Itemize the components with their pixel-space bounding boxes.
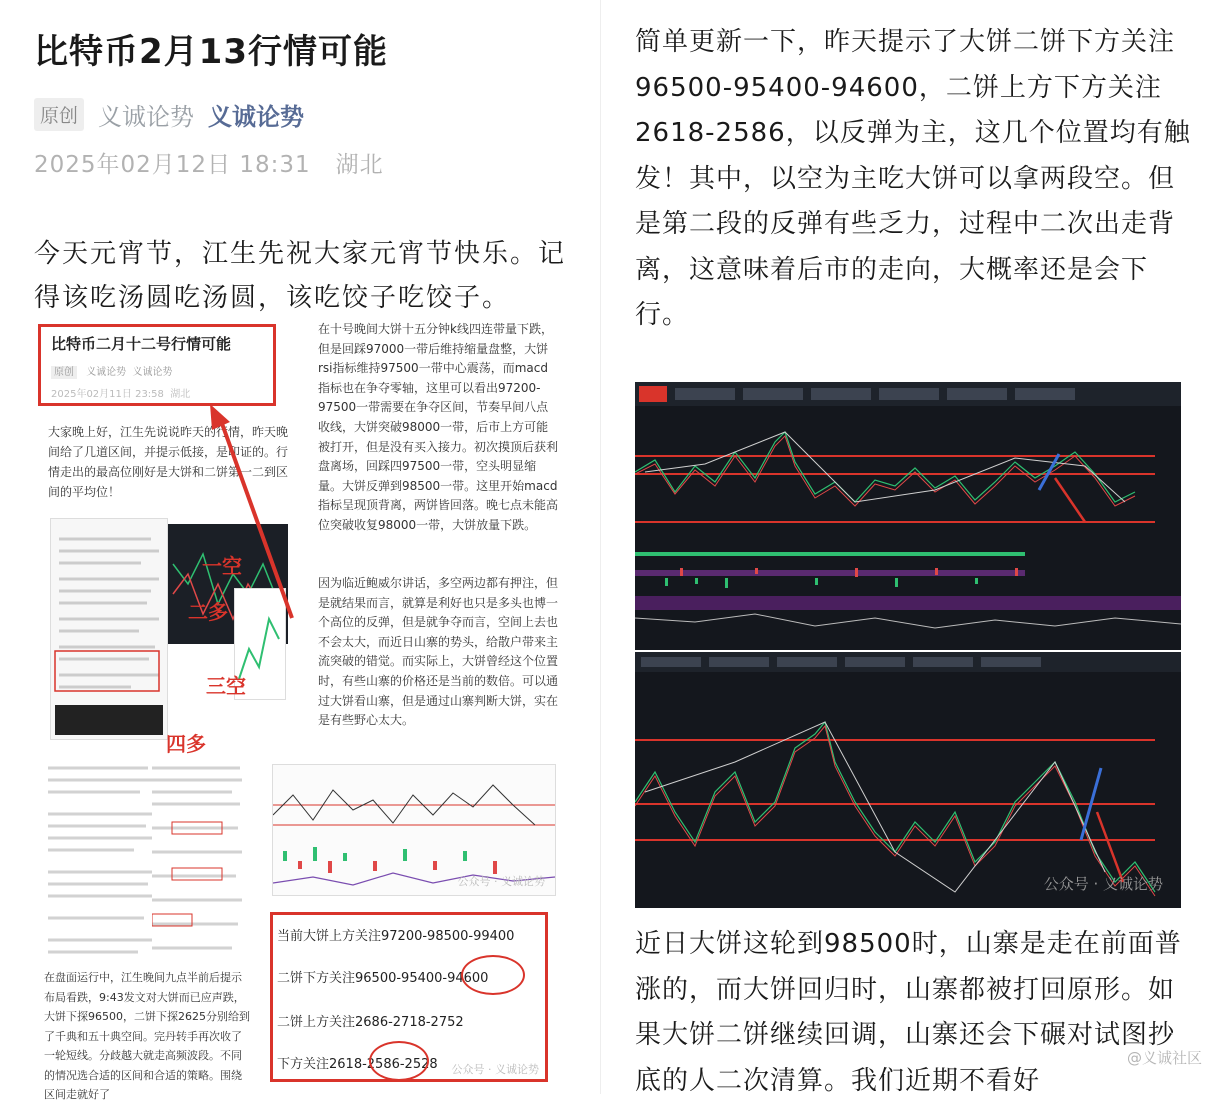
- article-title: 比特币2月13行情可能: [34, 32, 388, 72]
- chart-watermark: 公众号 · 义诚论势: [1043, 875, 1163, 893]
- collage-chart: [272, 764, 556, 896]
- prev-date-text: 2025年02月11日 23:58: [51, 389, 164, 400]
- levels-watermark: 公众号 · 义诚论势: [451, 1063, 539, 1076]
- btc-chart-upper[interactable]: [635, 382, 1181, 650]
- altcoin-paragraph: 近日大饼这轮到98500时，山寨是走在前面普涨的，而大饼回归时，山寨都被打回原形。如果大饼二饼继续回调，山寨还会下碾对试图抄底的人二次清算。我们近期不看好: [635, 929, 1182, 1096]
- btc-chart-lower-svg: [635, 652, 1181, 908]
- btc-chart-lower[interactable]: [635, 652, 1181, 908]
- snippet-b-lines: [152, 758, 244, 968]
- note-two-long: 二多: [188, 600, 228, 624]
- levels-box: [270, 912, 548, 1082]
- level-line-1: 当前大饼上方关注97200-98500-99400: [277, 929, 515, 944]
- note-three-short: 三空: [206, 674, 246, 698]
- article-meta: [34, 97, 304, 132]
- collage-text-left: 大家晚上好，江生先说说昨天的行情，昨天晚间给了几道区间，并提示低接，是印证的。行情走出的最高位刚好是大饼和二饼第一二到区间的平均位！: [48, 425, 289, 499]
- original-badge: 原创: [34, 98, 84, 131]
- collage-text-right-2: 因为临近鲍威尔讲话，多空两边都有押注，但是就结果而言，就算是利好也只是多头也博一个高位的反弹，但是就争夺而言，空间上去也不会太大，而近日山寨的势头，给散户带来主流突破的错觉。而实际上，大饼曾经这个位置时，有些山寨的价格还是当前的数倍。可以通过大饼看山寨，但是通过山寨判断大饼，实在是有些野心太大。: [318, 576, 559, 728]
- level-line-4: 下方关注2618-2586-2528: [277, 1057, 438, 1072]
- note-four-long: 四多: [166, 732, 206, 756]
- date-text: 2025年02月12日 18:31: [34, 152, 311, 178]
- red-arrow-icon: [34, 318, 314, 748]
- collage-bottom-text: 在盘面运行中，江生晚间九点半前后提示布局看跌，9:43发文对大饼而已应声跌，大饼下探96500，二饼下探2625分别给到了千典和五十典空间。完丹转手再次收了一轮短线。分歧越大就走高频波段。不同的情况选合适的区间和合适的策略。围绕区间走就好了: [44, 971, 250, 1101]
- prev-account: 义诚论势: [132, 367, 173, 378]
- prev-location: 湖北: [170, 389, 191, 400]
- update-paragraph: 简单更新一下，昨天提示了大饼二饼下方关注96500-95400-94600，二饼上方下方关注2618-2586，以反弹为主，这几个位置均有触发！其中，以空为主吃大饼可以拿两段空。但是第二段的反弹有些乏力，过程中二次出走背离，这意味着后市的走向，大概率还是会下行。: [635, 27, 1191, 330]
- collage-text-right-1: 在十号晚间大饼十五分钟k线四连带量下跌，但是回踩97000一带后维持缩量盘整，大饼rsi指标维持97500一带中心震荡，而macd指标也在争夺零轴，这里可以看出97200-97500一带需要在争夺区间，节奏早间八点收线，大饼突破98000一带，后市上方可能被打开，但是没有买入接力。初次摸顶后获利盘离场，回踩四97500一带，空头明显缩量。大饼反弹到98500一带。这里开始macd指标呈现顶背离，两饼皆回落。晚七点未能高位突破收复98000一带，大饼放量下跌。: [318, 322, 559, 532]
- account-link[interactable]: 义诚论势: [208, 103, 305, 131]
- publish-date: [34, 146, 384, 179]
- collage-bottom-snippet-a: [48, 758, 154, 973]
- intro-paragraph: 今天元宵节，江生先祝大家元宵节快乐。记得该吃汤圆吃汤圆，该吃饺子吃饺子。: [34, 239, 567, 313]
- circle-94600: [461, 955, 525, 995]
- corner-watermark: @义诚社区: [1126, 1049, 1202, 1067]
- note-one-short: 一空: [202, 554, 242, 578]
- location-text: 湖北: [335, 152, 384, 178]
- collage-chart-watermark: 公众号 · 义诚论势: [457, 875, 545, 888]
- left-column: [0, 0, 600, 1101]
- author-name[interactable]: 义诚论势: [98, 103, 195, 131]
- prev-title: 比特币二月十二号行情可能: [51, 335, 232, 353]
- level-line-2: 二饼下方关注96500-95400-94600: [277, 971, 489, 986]
- snippet-a-lines: [48, 758, 154, 968]
- prev-badge: 原创: [51, 366, 77, 379]
- level-line-3: 二饼上方关注2686-2718-2752: [277, 1015, 464, 1030]
- right-column: [600, 0, 1211, 1094]
- btc-chart-upper-svg: [635, 382, 1181, 650]
- embedded-screenshot[interactable]: [34, 318, 594, 1101]
- prev-author: 义诚论势: [86, 367, 127, 378]
- circle-2586: [369, 1041, 429, 1081]
- collage-bottom-snippet-b: [152, 758, 244, 973]
